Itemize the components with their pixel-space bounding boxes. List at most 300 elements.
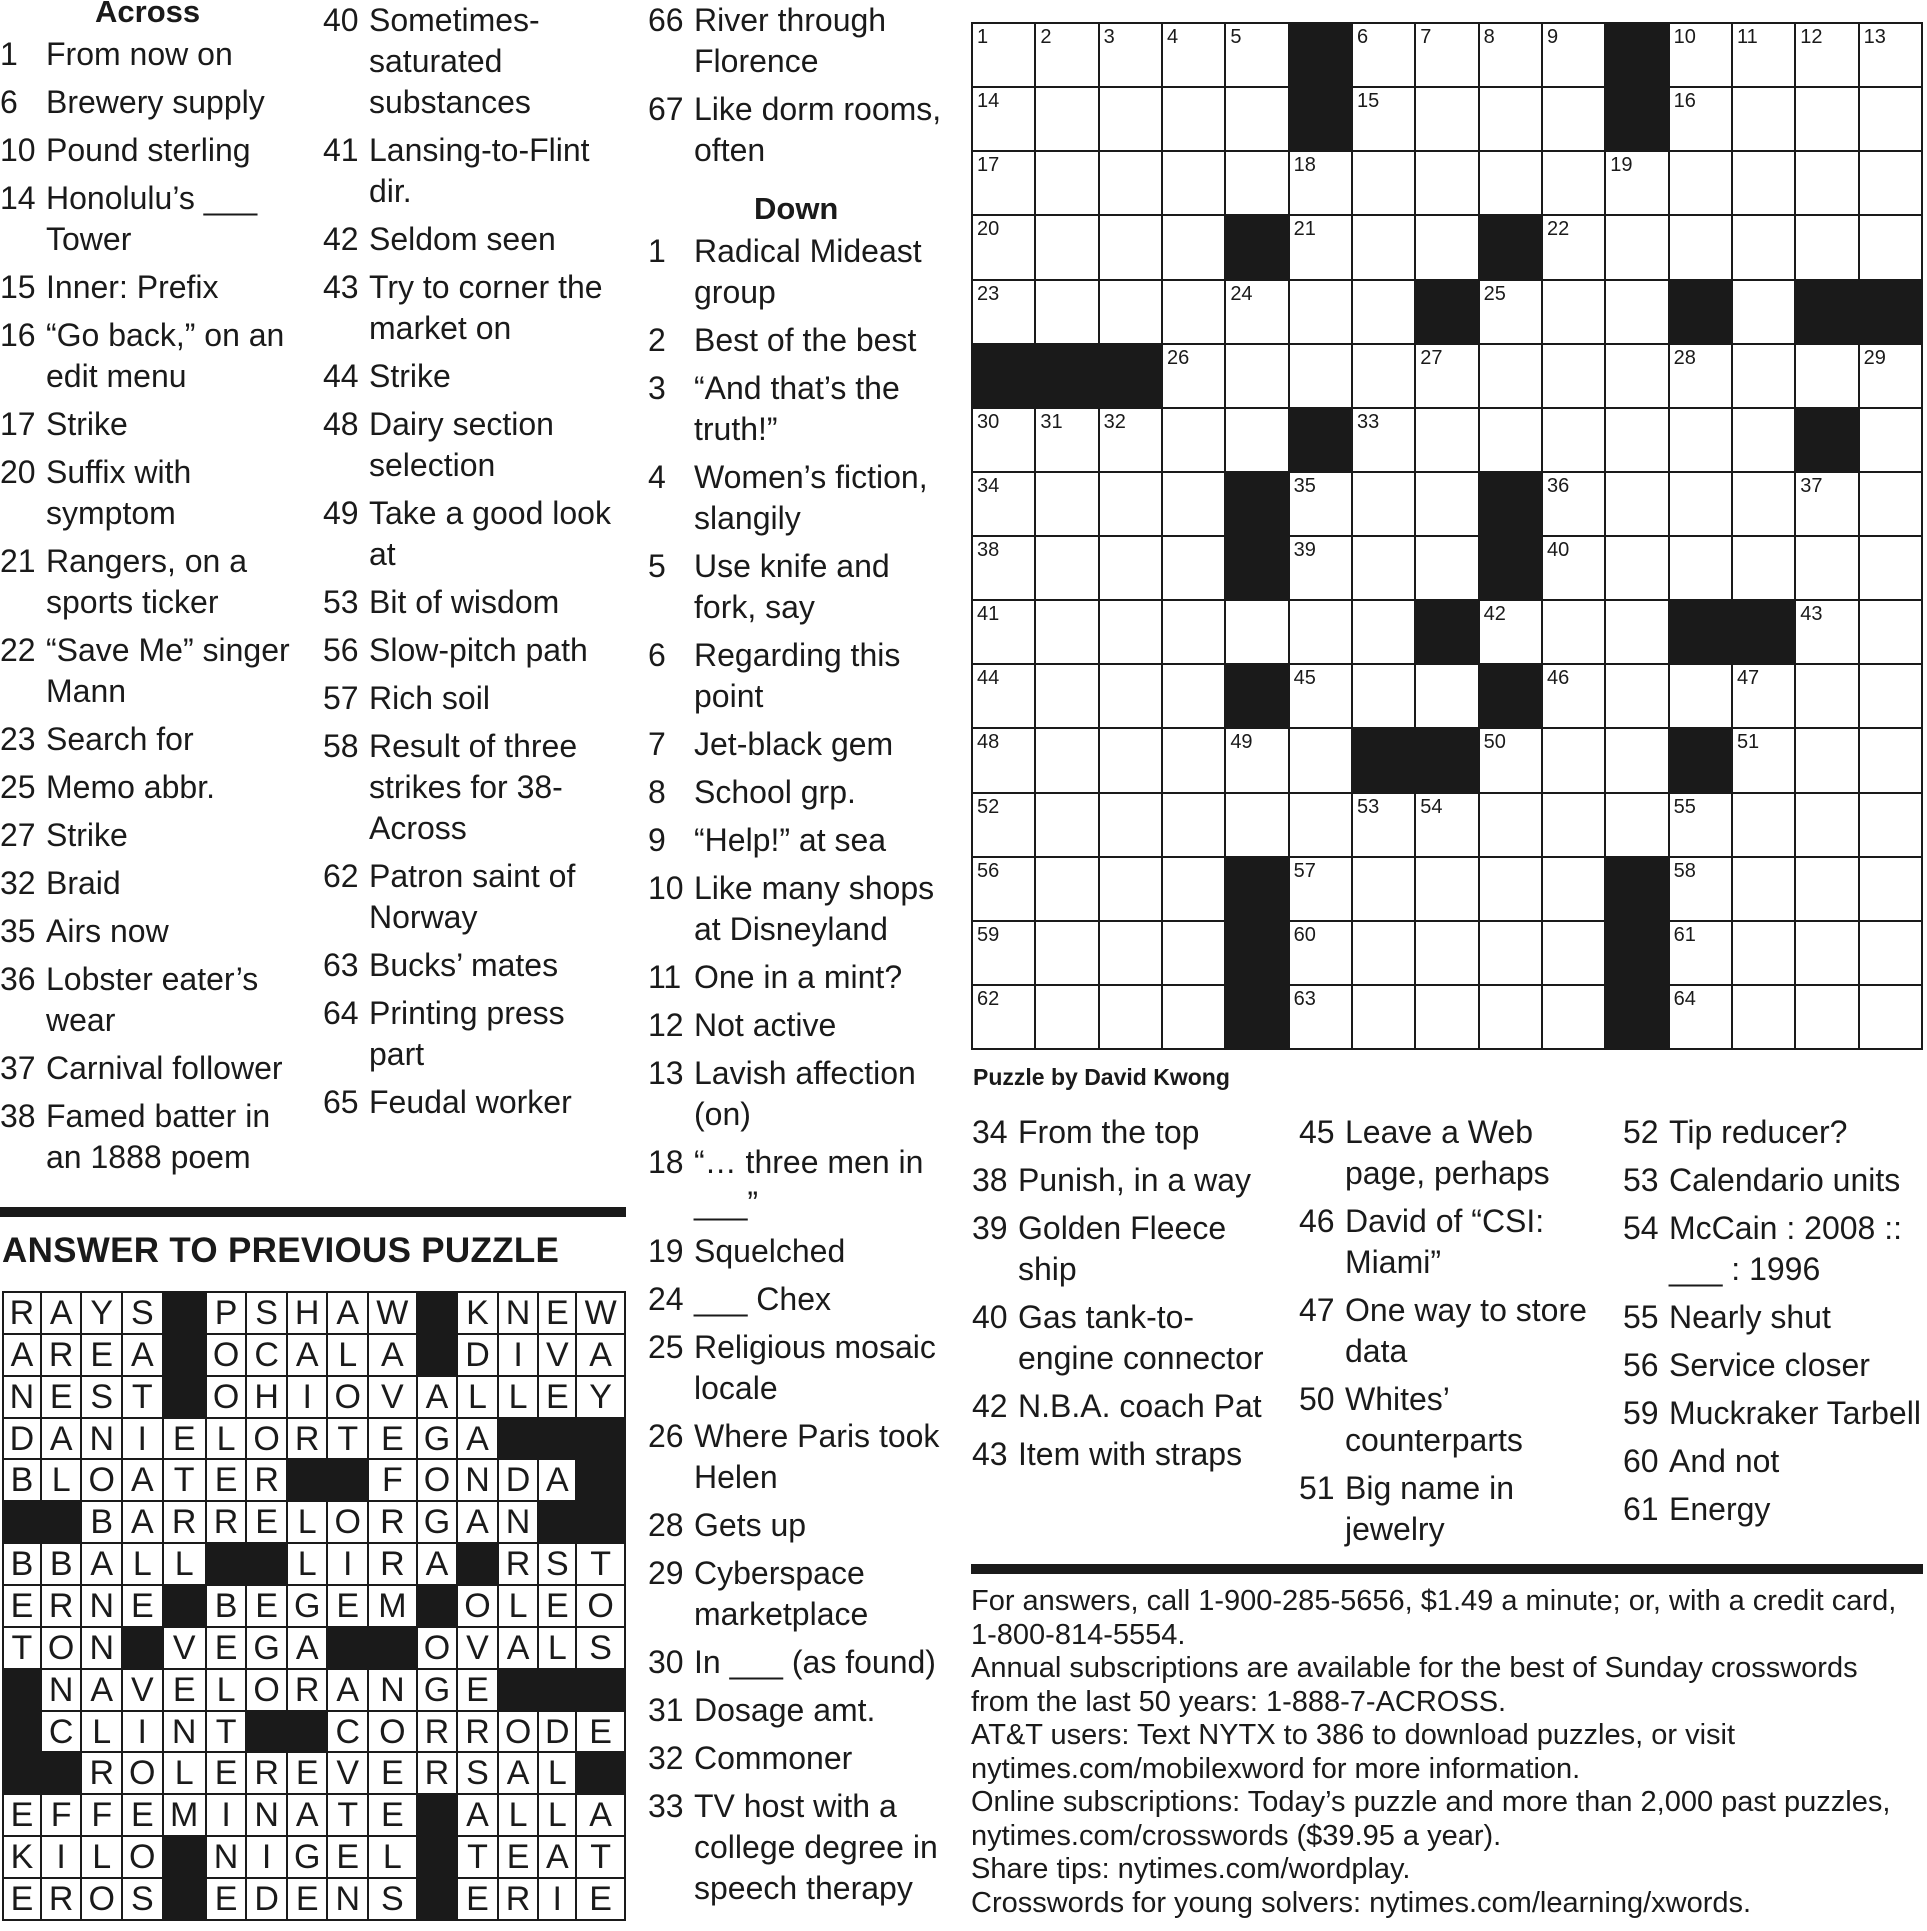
answer-black-square <box>287 1711 328 1753</box>
grid-cell[interactable] <box>1542 664 1605 728</box>
grid-cell[interactable] <box>1415 857 1478 921</box>
clue-text: Gets up <box>694 1507 807 1543</box>
clue-item <box>323 356 628 397</box>
grid-cell[interactable] <box>972 23 1035 87</box>
clue-number: 34 <box>972 1114 1008 1150</box>
grid-cell[interactable] <box>1352 664 1415 728</box>
grid-cell[interactable] <box>1225 408 1288 472</box>
answer-letter: B <box>41 1543 82 1585</box>
grid-cell[interactable] <box>1352 793 1415 857</box>
grid-cell[interactable] <box>1415 215 1478 279</box>
grid-cell[interactable] <box>1035 921 1098 985</box>
grid-cell[interactable] <box>1542 728 1605 792</box>
grid-cell[interactable] <box>1859 985 1922 1049</box>
grid-cell[interactable] <box>1352 23 1415 87</box>
grid-cell[interactable] <box>1162 921 1225 985</box>
grid-cell[interactable] <box>1225 793 1288 857</box>
grid-cell[interactable] <box>972 472 1035 536</box>
grid-cell[interactable] <box>1732 536 1795 600</box>
grid-cell[interactable] <box>1669 921 1732 985</box>
grid-cell[interactable] <box>1415 151 1478 215</box>
grid-cell[interactable] <box>1605 472 1668 536</box>
clue-number: 56 <box>323 632 359 668</box>
cell-number: 56 <box>977 859 1000 882</box>
answer-black-square <box>163 1878 206 1920</box>
grid-cell[interactable] <box>1162 536 1225 600</box>
grid-cell[interactable] <box>1099 600 1162 664</box>
grid-cell[interactable] <box>1099 408 1162 472</box>
grid-cell[interactable] <box>1162 985 1225 1049</box>
grid-cell[interactable] <box>1732 215 1795 279</box>
grid-cell[interactable] <box>1795 921 1858 985</box>
grid-cell[interactable] <box>1225 23 1288 87</box>
grid-cell[interactable] <box>1859 87 1922 151</box>
grid-cell[interactable] <box>972 600 1035 664</box>
grid-cell[interactable] <box>1415 985 1478 1049</box>
grid-cell[interactable] <box>1542 344 1605 408</box>
grid-cell[interactable] <box>1859 857 1922 921</box>
answer-letter: V <box>457 1627 498 1669</box>
grid-cell[interactable] <box>1099 793 1162 857</box>
grid-cell[interactable] <box>1099 151 1162 215</box>
grid-cell[interactable] <box>1669 23 1732 87</box>
grid-cell[interactable] <box>1162 344 1225 408</box>
cell-number: 2 <box>1040 26 1052 48</box>
grid-cell[interactable] <box>1035 857 1098 921</box>
grid-cell[interactable] <box>1795 793 1858 857</box>
grid-cell[interactable] <box>1542 151 1605 215</box>
answer-letter: A <box>287 1794 328 1836</box>
grid-cell[interactable] <box>1162 23 1225 87</box>
grid-cell[interactable] <box>1162 215 1225 279</box>
grid-cell[interactable] <box>1099 921 1162 985</box>
cell-number: 50 <box>1483 731 1506 754</box>
grid-cell[interactable] <box>1035 793 1098 857</box>
grid-cell[interactable] <box>1669 151 1732 215</box>
clue-item <box>1623 1345 1923 1386</box>
grid-cell[interactable] <box>1479 280 1542 344</box>
answer-letter: E <box>206 1878 247 1920</box>
grid-cell[interactable] <box>1352 280 1415 344</box>
grid-cell[interactable] <box>1605 280 1668 344</box>
grid-cell[interactable] <box>1035 536 1098 600</box>
answer-letter: I <box>498 1334 539 1376</box>
grid-cell[interactable] <box>1479 408 1542 472</box>
answer-letter: E <box>122 1585 163 1627</box>
grid-cell[interactable] <box>1859 664 1922 728</box>
grid-cell[interactable] <box>1289 857 1352 921</box>
answer-letter: G <box>246 1627 287 1669</box>
grid-cell[interactable] <box>1479 793 1542 857</box>
cell-number: 31 <box>1040 410 1063 433</box>
grid-cell[interactable] <box>1415 664 1478 728</box>
grid-cell[interactable] <box>1352 408 1415 472</box>
grid-cell[interactable] <box>1479 921 1542 985</box>
grid-cell[interactable] <box>1225 728 1288 792</box>
grid-cell[interactable] <box>1162 280 1225 344</box>
grid-cell[interactable] <box>1225 280 1288 344</box>
grid-cell[interactable] <box>1795 87 1858 151</box>
grid-cell[interactable] <box>1479 857 1542 921</box>
grid-cell[interactable] <box>1289 793 1352 857</box>
grid-cell[interactable] <box>1352 87 1415 151</box>
grid-cell[interactable] <box>1605 536 1668 600</box>
grid-cell[interactable] <box>1415 921 1478 985</box>
grid-cell[interactable] <box>1732 728 1795 792</box>
grid-cell[interactable] <box>1289 344 1352 408</box>
grid-cell[interactable] <box>1605 151 1668 215</box>
answer-black-square <box>457 1543 498 1585</box>
grid-cell[interactable] <box>1732 664 1795 728</box>
grid-cell[interactable] <box>1099 472 1162 536</box>
grid-cell[interactable] <box>1352 536 1415 600</box>
grid-cell[interactable] <box>1479 985 1542 1049</box>
answer-letter: N <box>246 1794 287 1836</box>
cell-number: 36 <box>1546 474 1570 497</box>
grid-cell[interactable] <box>1099 280 1162 344</box>
grid-cell[interactable] <box>1289 215 1352 279</box>
grid-cell[interactable] <box>1605 344 1668 408</box>
grid-cell[interactable] <box>1162 664 1225 728</box>
answer-letter: S <box>246 1292 287 1334</box>
grid-cell[interactable] <box>1415 472 1478 536</box>
grid-cell[interactable] <box>1352 151 1415 215</box>
cell-number: 45 <box>1293 667 1316 690</box>
grid-cell[interactable] <box>972 793 1035 857</box>
answer-letter: O <box>246 1418 287 1460</box>
answer-letter: E <box>163 1669 206 1711</box>
grid-cell[interactable] <box>1732 408 1795 472</box>
answer-letter: G <box>417 1501 458 1543</box>
grid-cell[interactable] <box>1605 215 1668 279</box>
answer-letter: G <box>287 1585 328 1627</box>
grid-cell[interactable] <box>1542 408 1605 472</box>
answer-letter: A <box>457 1501 498 1543</box>
black-square <box>1669 600 1732 664</box>
answer-black-square <box>576 1459 625 1501</box>
grid-cell[interactable] <box>1732 472 1795 536</box>
grid-cell[interactable] <box>972 215 1035 279</box>
answer-letter: A <box>498 1752 539 1794</box>
grid-cell[interactable] <box>1859 728 1922 792</box>
grid-cell[interactable] <box>1542 793 1605 857</box>
grid-cell[interactable] <box>1732 23 1795 87</box>
grid-cell[interactable] <box>1415 87 1478 151</box>
grid-cell[interactable] <box>1542 857 1605 921</box>
grid-cell[interactable] <box>1669 472 1732 536</box>
grid-cell[interactable] <box>1542 985 1605 1049</box>
grid-cell[interactable] <box>1035 87 1098 151</box>
grid-cell[interactable] <box>1352 472 1415 536</box>
clue-item <box>0 815 300 856</box>
grid-cell[interactable] <box>1669 536 1732 600</box>
grid-cell[interactable] <box>1795 344 1858 408</box>
grid-cell[interactable] <box>1795 472 1858 536</box>
grid-cell[interactable] <box>972 728 1035 792</box>
grid-cell[interactable] <box>1415 344 1478 408</box>
grid-cell[interactable] <box>1352 215 1415 279</box>
clue-text: Braid <box>46 865 121 901</box>
clue-item <box>323 219 628 260</box>
grid-cell[interactable] <box>1162 87 1225 151</box>
clue-text: Printing press part <box>369 995 565 1072</box>
black-square <box>1289 23 1352 87</box>
answer-letter: Y <box>81 1292 122 1334</box>
clue-item <box>0 541 300 623</box>
grid-cell[interactable] <box>972 280 1035 344</box>
clue-number: 38 <box>0 1098 36 1134</box>
clue-text: Use knife and fork, say <box>694 548 890 625</box>
grid-cell[interactable] <box>1162 793 1225 857</box>
black-square <box>1225 857 1288 921</box>
black-square <box>1225 921 1288 985</box>
grid-cell[interactable] <box>1859 408 1922 472</box>
grid-cell[interactable] <box>1162 600 1225 664</box>
grid-cell[interactable] <box>1605 408 1668 472</box>
answer-letter: F <box>368 1459 417 1501</box>
grid-cell[interactable] <box>1859 151 1922 215</box>
grid-cell[interactable] <box>1859 793 1922 857</box>
grid-cell[interactable] <box>1225 600 1288 664</box>
black-square <box>1352 728 1415 792</box>
grid-cell[interactable] <box>1859 215 1922 279</box>
grid-cell[interactable] <box>1542 600 1605 664</box>
grid-cell[interactable] <box>1479 600 1542 664</box>
answer-letter: R <box>206 1501 247 1543</box>
grid-cell[interactable] <box>1479 344 1542 408</box>
grid-cell[interactable] <box>1669 215 1732 279</box>
answer-black-square <box>3 1501 41 1543</box>
grid-cell[interactable] <box>1289 664 1352 728</box>
grid-cell[interactable] <box>972 151 1035 215</box>
down-clues-column-4 <box>972 1112 1287 1482</box>
black-square <box>1605 985 1668 1049</box>
grid-cell[interactable] <box>1352 985 1415 1049</box>
grid-cell[interactable] <box>1542 536 1605 600</box>
grid-cell[interactable] <box>1099 664 1162 728</box>
answer-letter: V <box>163 1627 206 1669</box>
grid-cell[interactable] <box>1669 408 1732 472</box>
grid-cell[interactable] <box>1352 600 1415 664</box>
grid-cell[interactable] <box>1035 600 1098 664</box>
black-square <box>1225 985 1288 1049</box>
grid-cell[interactable] <box>1479 23 1542 87</box>
clue-number: 2 <box>648 322 666 358</box>
answer-black-square <box>576 1669 625 1711</box>
grid-cell[interactable] <box>1289 472 1352 536</box>
grid-cell[interactable] <box>1225 344 1288 408</box>
grid-cell[interactable] <box>1669 87 1732 151</box>
grid-cell[interactable] <box>1795 536 1858 600</box>
down-clues-column-5 <box>1299 1112 1609 1557</box>
grid-cell[interactable] <box>1605 728 1668 792</box>
grid-cell[interactable] <box>1099 87 1162 151</box>
grid-cell[interactable] <box>1035 985 1098 1049</box>
grid-cell[interactable] <box>1162 728 1225 792</box>
clue-text: Search for <box>46 721 194 757</box>
grid-cell[interactable] <box>1669 985 1732 1049</box>
grid-cell[interactable] <box>1415 23 1478 87</box>
grid-cell[interactable] <box>1795 151 1858 215</box>
grid-cell[interactable] <box>1732 793 1795 857</box>
clue-text: David of “CSI: Miami” <box>1345 1203 1545 1280</box>
info-line: Annual subscriptions are available for the best of Sunday crosswords from the last 50 years: 1-888-7-ACROSS. <box>971 1652 1858 1718</box>
grid-cell[interactable] <box>1795 23 1858 87</box>
clue-number: 7 <box>648 726 666 762</box>
grid-cell[interactable] <box>1795 985 1858 1049</box>
grid-cell[interactable] <box>972 87 1035 151</box>
grid-cell[interactable] <box>1795 728 1858 792</box>
grid-cell[interactable] <box>972 985 1035 1049</box>
clue-text: River through Florence <box>694 2 887 79</box>
grid-cell[interactable] <box>1289 600 1352 664</box>
grid-cell[interactable] <box>1162 472 1225 536</box>
grid-cell[interactable] <box>1859 23 1922 87</box>
grid-cell[interactable] <box>1542 472 1605 536</box>
answer-letter: E <box>538 1585 576 1627</box>
clue-number: 41 <box>323 132 359 168</box>
grid-cell[interactable] <box>1605 664 1668 728</box>
grid-cell[interactable] <box>1795 215 1858 279</box>
answer-letter: O <box>246 1669 287 1711</box>
grid-cell[interactable] <box>1289 728 1352 792</box>
grid-cell[interactable] <box>1795 857 1858 921</box>
grid-cell[interactable] <box>1669 793 1732 857</box>
grid-cell[interactable] <box>1099 985 1162 1049</box>
grid-cell[interactable] <box>1542 921 1605 985</box>
grid-cell[interactable] <box>1352 921 1415 985</box>
grid-cell[interactable] <box>1099 857 1162 921</box>
clue-number: 13 <box>648 1055 684 1091</box>
answer-letter: O <box>417 1627 458 1669</box>
grid-cell[interactable] <box>1225 151 1288 215</box>
grid-cell[interactable] <box>1542 87 1605 151</box>
grid-cell[interactable] <box>972 408 1035 472</box>
grid-cell[interactable] <box>972 857 1035 921</box>
grid-cell[interactable] <box>1099 536 1162 600</box>
grid-cell[interactable] <box>1035 728 1098 792</box>
grid-cell[interactable] <box>1795 664 1858 728</box>
grid-cell[interactable] <box>972 921 1035 985</box>
grid-cell[interactable] <box>1035 664 1098 728</box>
grid-cell[interactable] <box>1479 151 1542 215</box>
answer-letter: S <box>368 1878 417 1920</box>
puzzle-credit: Puzzle by David Kwong <box>973 1064 1230 1090</box>
grid-cell[interactable] <box>1479 728 1542 792</box>
clue-item <box>648 368 953 450</box>
answer-letter: O <box>41 1627 82 1669</box>
grid-cell[interactable] <box>1859 600 1922 664</box>
cell-number: 35 <box>1293 474 1316 497</box>
grid-cell[interactable] <box>1605 793 1668 857</box>
grid-cell[interactable] <box>972 664 1035 728</box>
grid-cell[interactable] <box>1289 985 1352 1049</box>
grid-cell[interactable] <box>1162 408 1225 472</box>
grid-cell[interactable] <box>1859 472 1922 536</box>
grid-cell[interactable] <box>1542 215 1605 279</box>
grid-cell[interactable] <box>1289 921 1352 985</box>
grid-cell[interactable] <box>1035 280 1098 344</box>
grid-cell[interactable] <box>972 536 1035 600</box>
grid-cell[interactable] <box>1289 280 1352 344</box>
answer-letter: E <box>3 1585 41 1627</box>
answer-letter: E <box>163 1418 206 1460</box>
clue-number: 65 <box>323 1084 359 1120</box>
grid-cell[interactable] <box>1732 985 1795 1049</box>
grid-cell[interactable] <box>1542 23 1605 87</box>
grid-cell[interactable] <box>1162 151 1225 215</box>
grid-cell[interactable] <box>1732 921 1795 985</box>
clue-text: One way to store data <box>1345 1292 1587 1369</box>
grid-cell[interactable] <box>1415 536 1478 600</box>
clue-text: Lansing-to-Flint dir. <box>369 132 590 209</box>
grid-cell[interactable] <box>1542 280 1605 344</box>
answer-letter: E <box>246 1501 287 1543</box>
clue-number: 46 <box>1299 1203 1335 1239</box>
clue-item <box>648 820 953 861</box>
clue-number: 19 <box>648 1233 684 1269</box>
grid-cell[interactable] <box>1669 857 1732 921</box>
grid-cell[interactable] <box>1795 600 1858 664</box>
grid-cell[interactable] <box>1289 536 1352 600</box>
grid-cell[interactable] <box>1669 344 1732 408</box>
answer-letter: A <box>327 1292 368 1334</box>
answer-letter: F <box>41 1794 82 1836</box>
grid-cell[interactable] <box>1732 857 1795 921</box>
grid-cell[interactable] <box>1352 344 1415 408</box>
grid-cell[interactable] <box>1289 151 1352 215</box>
answer-letter: L <box>41 1459 82 1501</box>
grid-cell[interactable] <box>1099 23 1162 87</box>
grid-cell[interactable] <box>1859 536 1922 600</box>
grid-cell[interactable] <box>1162 857 1225 921</box>
clue-item <box>1623 1112 1923 1153</box>
cell-number: 59 <box>977 923 1000 946</box>
grid-cell[interactable] <box>1859 921 1922 985</box>
clue-item <box>0 452 300 534</box>
grid-cell[interactable] <box>1479 87 1542 151</box>
grid-cell[interactable] <box>1669 664 1732 728</box>
grid-cell[interactable] <box>1099 728 1162 792</box>
grid-cell[interactable] <box>1099 215 1162 279</box>
grid-cell[interactable] <box>1225 87 1288 151</box>
grid-cell[interactable] <box>1605 600 1668 664</box>
answer-letter: E <box>81 1334 122 1376</box>
clue-item <box>323 130 628 212</box>
grid-cell[interactable] <box>1415 793 1478 857</box>
grid-cell[interactable] <box>1415 408 1478 472</box>
answer-letter: E <box>206 1627 247 1669</box>
grid-cell[interactable] <box>1732 344 1795 408</box>
answer-letter: N <box>81 1627 122 1669</box>
answer-letter: G <box>417 1418 458 1460</box>
grid-cell[interactable] <box>1732 87 1795 151</box>
grid-cell[interactable] <box>1035 408 1098 472</box>
grid-cell[interactable] <box>1035 23 1098 87</box>
grid-cell[interactable] <box>1732 151 1795 215</box>
grid-cell[interactable] <box>1035 215 1098 279</box>
grid-cell[interactable] <box>1035 472 1098 536</box>
grid-cell[interactable] <box>1352 857 1415 921</box>
clue-number: 66 <box>648 2 684 38</box>
grid-cell[interactable] <box>1859 344 1922 408</box>
answer-letter: O <box>122 1752 163 1794</box>
grid-cell[interactable] <box>1035 151 1098 215</box>
answer-black-square <box>368 1627 417 1669</box>
answer-letter: N <box>368 1669 417 1711</box>
answer-letter: O <box>327 1376 368 1418</box>
grid-cell[interactable] <box>1732 280 1795 344</box>
